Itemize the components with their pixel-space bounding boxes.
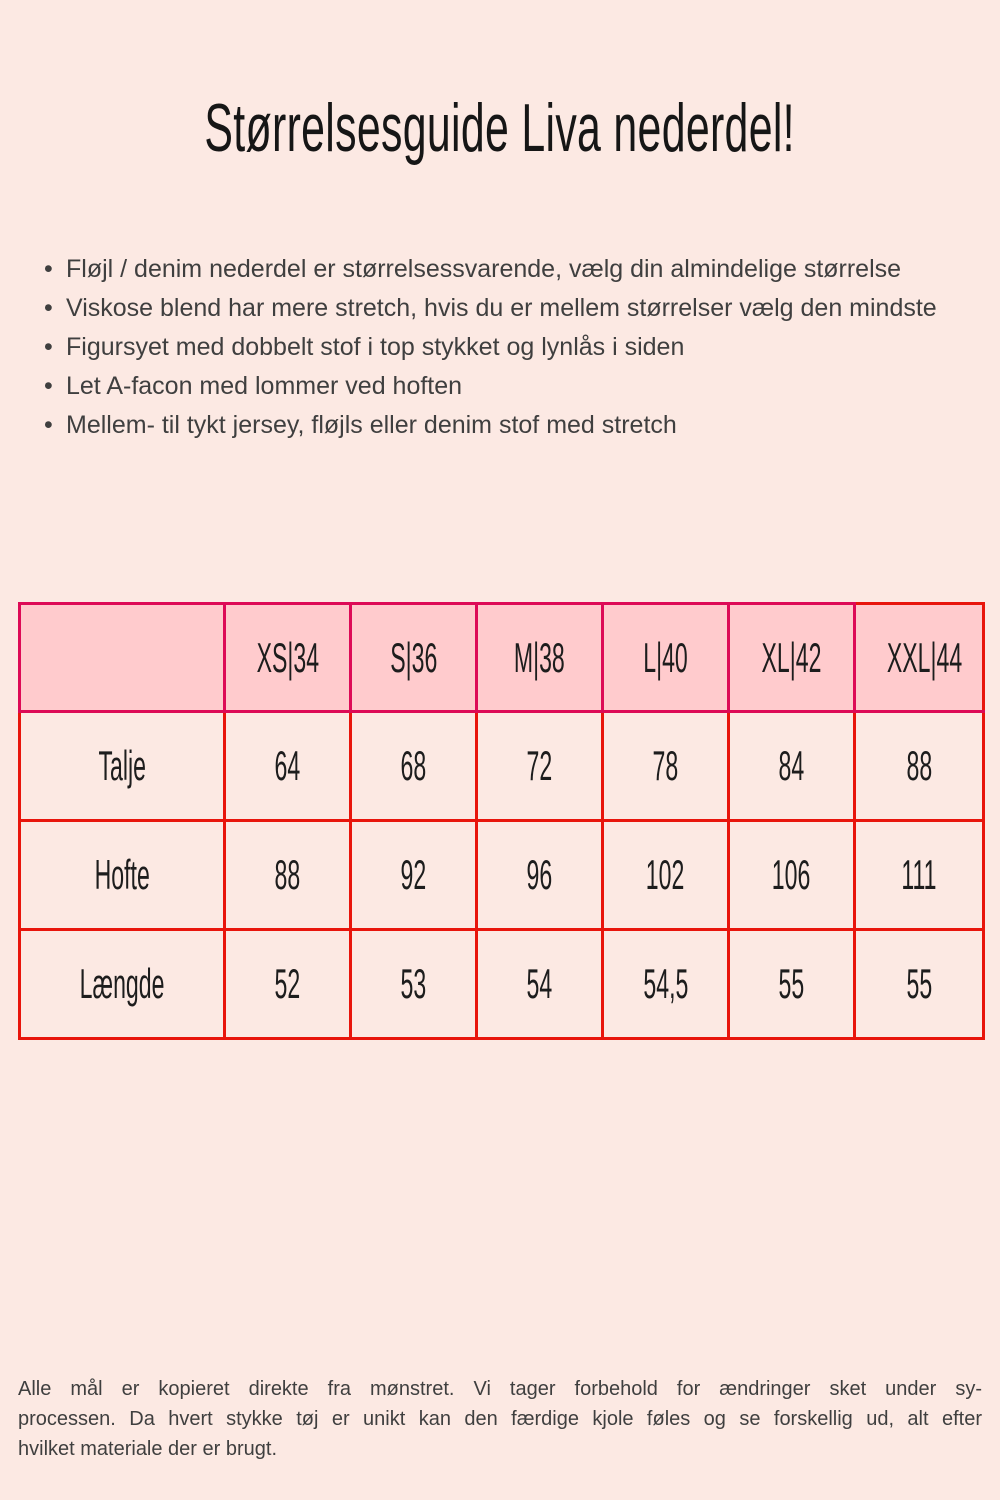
size-label: XXL|44 — [886, 633, 963, 681]
measure-label: Længde — [79, 960, 165, 1007]
measure-value: 52 — [274, 960, 301, 1007]
measure-value-cell — [603, 930, 729, 1039]
size-label: L|40 — [643, 633, 688, 681]
measure-value: 111 — [901, 851, 937, 898]
measure-value: 102 — [646, 851, 685, 898]
size-label: S|36 — [389, 633, 438, 681]
measure-row-header — [20, 821, 225, 930]
measure-label: Hofte — [94, 851, 150, 898]
size-label: XS|34 — [256, 633, 319, 681]
measure-value-cell — [855, 930, 984, 1039]
size-table — [18, 602, 985, 1040]
measure-value: 72 — [526, 742, 553, 789]
measure-value: 64 — [274, 742, 301, 789]
measure-value-cell — [477, 821, 603, 930]
list-item: • Viskose blend har mere stretch, hvis du er mellem størrelser vælg den mindste — [44, 289, 946, 328]
measure-value: 88 — [906, 742, 932, 789]
measure-value: 55 — [906, 960, 932, 1007]
measure-value-cell — [477, 930, 603, 1039]
measure-value: 54 — [526, 960, 553, 1007]
measure-value: 78 — [652, 742, 679, 789]
size-label: XL|42 — [761, 633, 822, 681]
measure-value: 84 — [778, 742, 805, 789]
disclaimer-line: Alle mål er kopieret direkte fra mønstret. Vi tager forbehold for ændringer sket under sy- — [18, 1378, 982, 1400]
measure-label: Talje — [98, 742, 146, 789]
list-item: • Fløjl / denim nederdel er størrelsessvarende, vælg din almindelige størrelse — [44, 250, 946, 289]
disclaimer-line: processen. Da hvert stykke tøj er unikt kan den færdige kjole føles og se forskellig ud, alt efter — [18, 1408, 982, 1430]
measure-row-header — [20, 930, 225, 1039]
measure-value-cell — [729, 930, 855, 1039]
measure-value-cell — [351, 821, 477, 930]
page-title — [0, 90, 1000, 166]
disclaimer-line: hvilket materiale der er brugt. — [18, 1438, 278, 1460]
measure-value-cell — [855, 712, 984, 821]
page-title-text: Størrelsesguide Liva nederdel! — [204, 90, 796, 166]
size-column-header — [729, 604, 855, 712]
table-row-talje — [20, 712, 984, 821]
list-item: • Figursyet med dobbelt stof i top stykket og lynlås i siden — [44, 328, 946, 367]
measure-value-cell — [477, 712, 603, 821]
measure-value-cell — [729, 821, 855, 930]
size-column-header — [351, 604, 477, 712]
measure-value: 54,5 — [643, 960, 688, 1007]
measure-value: 68 — [400, 742, 427, 789]
measure-value-cell — [729, 712, 855, 821]
size-column-header — [855, 604, 984, 712]
disclaimer-text — [18, 1374, 982, 1464]
size-column-header — [603, 604, 729, 712]
measure-value: 53 — [400, 960, 427, 1007]
measure-value: 88 — [274, 851, 301, 898]
size-column-header — [225, 604, 351, 712]
measure-value-cell — [351, 712, 477, 821]
measure-value-cell — [603, 712, 729, 821]
measure-value-cell — [225, 821, 351, 930]
measure-row-header — [20, 712, 225, 821]
table-corner-cell — [20, 604, 225, 712]
product-info-list — [44, 250, 946, 445]
measure-value: 55 — [778, 960, 805, 1007]
measure-value-cell — [351, 930, 477, 1039]
list-item: • Mellem- til tykt jersey, fløjls eller denim stof med stretch — [44, 406, 946, 445]
measure-value-cell — [603, 821, 729, 930]
measure-value: 92 — [400, 851, 427, 898]
size-column-header — [477, 604, 603, 712]
measure-value: 96 — [526, 851, 553, 898]
measure-value-cell — [225, 712, 351, 821]
table-row-laengde — [20, 930, 984, 1039]
measure-value: 106 — [772, 851, 811, 898]
list-item: • Let A-facon med lommer ved hoften — [44, 367, 946, 406]
size-table-header-row — [20, 604, 984, 712]
measure-value-cell — [225, 930, 351, 1039]
table-row-hofte — [20, 821, 984, 930]
size-label: M|38 — [514, 633, 565, 681]
measure-value-cell — [855, 821, 984, 930]
